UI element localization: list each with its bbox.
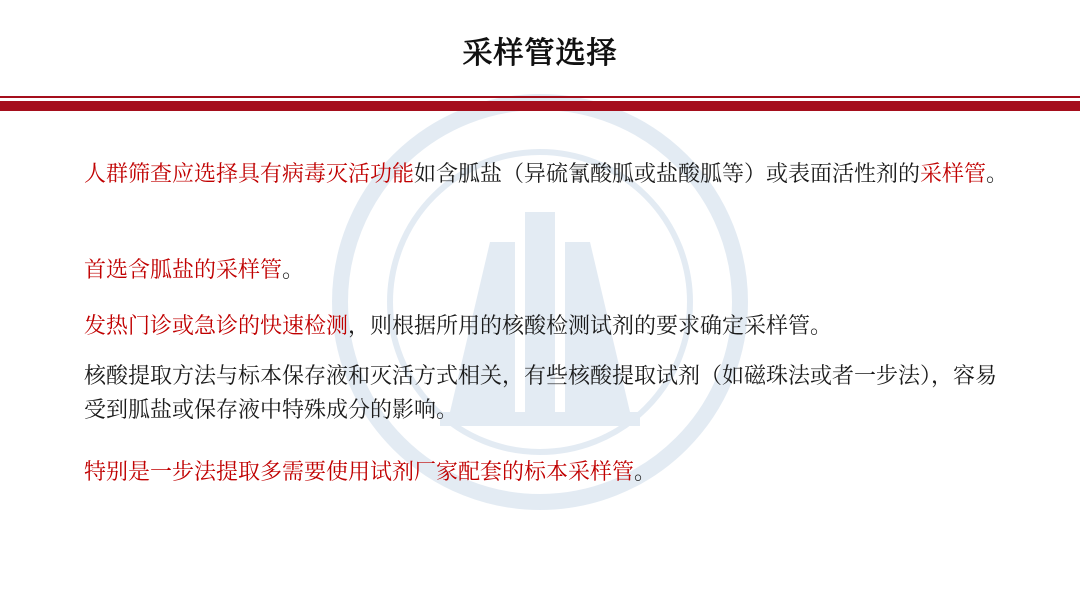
paragraph-rapid-test: [84, 310, 1014, 344]
highlight-text: 首选含胍盐的采样管: [84, 258, 283, 283]
body-text: 核酸提取方法与标本保存液和灭活方式相关，有些核酸提取试剂（如磁珠法或者一步法），容易受到胍盐或保存液中特殊成分的影响。: [84, 364, 998, 423]
body-text: 。: [634, 460, 657, 485]
paragraph-preferred: [84, 254, 1014, 288]
body-text: ，则根据所用的核酸检测试剂的要求确定采样管。: [348, 314, 833, 339]
title-divider-thick: [0, 101, 1080, 111]
paragraph-extraction: [84, 360, 1014, 428]
highlight-text: 发热门诊或急诊的快速检测: [84, 314, 349, 339]
paragraph-screening: [84, 158, 1014, 192]
institution-seal-icon: [330, 92, 750, 512]
highlight-text: 特别是一步法提取多需要使用试剂厂家配套的标本采样管: [84, 460, 635, 485]
page-title: 采样管选择: [462, 36, 618, 71]
body-text: 。: [986, 162, 1009, 187]
paragraph-one-step: [84, 456, 1014, 490]
body-text: 如含胍盐（异硫氰酸胍或盐酸胍等）或表面活性剂的: [414, 162, 921, 187]
highlight-text: 采样管: [920, 162, 987, 187]
highlight-text: 人群筛查应选择具有病毒灭活功能: [84, 162, 415, 187]
body-text: 。: [282, 258, 305, 283]
title-divider-thin: [0, 96, 1080, 98]
